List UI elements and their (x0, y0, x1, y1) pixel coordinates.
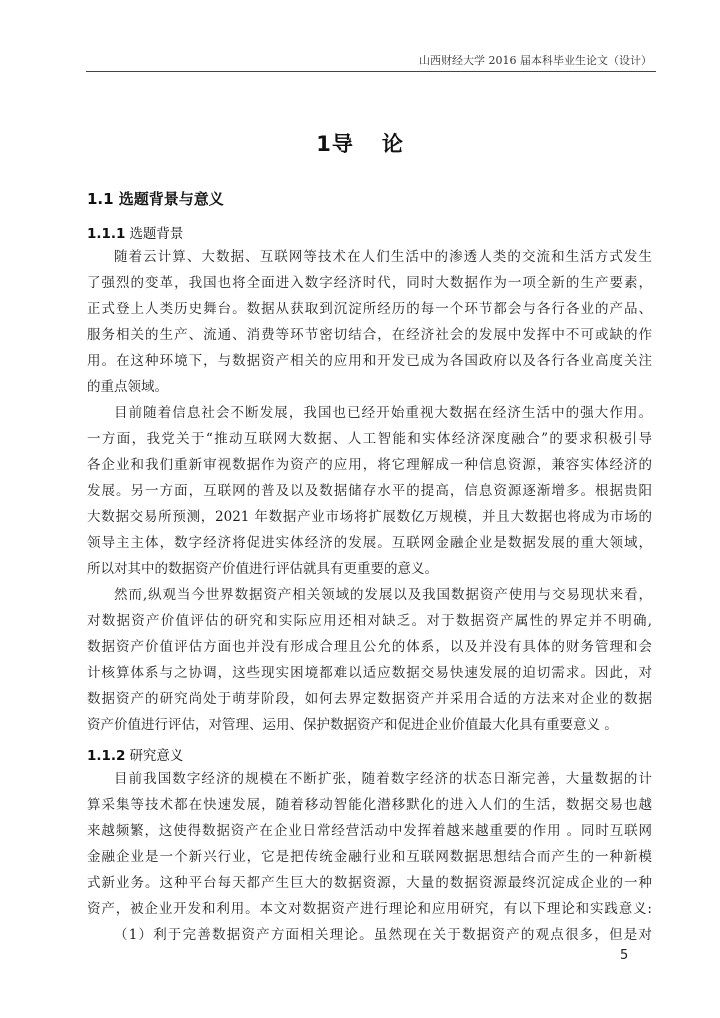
paragraph-line: 一方面，我党关于“推动互联网大数据、人工智能和实体经济深度融合”的要求积极引导 (87, 431, 652, 447)
subsection-title: 研究意义 (129, 748, 184, 764)
paragraph-line: 发展。另一方面，互联网的普及以及数据储存水平的提高，信息资源逐渐增多。根据贵阳 (87, 483, 652, 499)
running-header: 山西财经大学 2016 届本科毕业生论文（设计） (419, 54, 652, 67)
paragraph-line: 正式登上人类历史舞台。数据从获取到沉淀所经历的每一个环节都会与各行各业的产品、 (87, 301, 652, 317)
subsection-number: 1.1.2 (87, 748, 126, 764)
paragraph-line: 计核算体系与之协调，这些现实困境都难以适应数据交易快速发展的迫切需求。因此，对 (87, 665, 652, 681)
paragraph-line: 对数据资产价值评估的研究和实际应用还相对缺乏。对于数据资产属性的界定并不明确, (87, 613, 652, 629)
section-heading: 1.1 选题背景与意义 (87, 190, 224, 208)
chapter-title-part2: 论 (381, 132, 404, 156)
subsection-heading-background (87, 222, 183, 242)
paragraph-line: 所以对其中的数据资产价值进行评估就具有更重要的意义。 (87, 561, 438, 577)
paragraph-line: 算采集等技术都在快速发展，随着移动智能化潜移默化的进入人们的生活，数据交易也越 (87, 797, 652, 813)
paragraph-line: 用。在这种环境下，与数据资产相关的应用和开发已成为各国政府以及各行各业高度关注 (87, 353, 652, 369)
chapter-number: 1 (316, 132, 332, 156)
paragraph-line: （1）利于完善数据资产方面相关理论。虽然现在关于数据资产的观点很多，但是对 (114, 927, 652, 943)
header-divider (86, 71, 656, 72)
subsection-number: 1.1.1 (87, 226, 126, 242)
subsection-title: 选题背景 (129, 226, 184, 242)
paragraph-line: 随着云计算、大数据、互联网等技术在人们生活中的渗透人类的交流和生活方式发生 (114, 249, 652, 265)
paragraph-line: 的重点领域。 (87, 379, 168, 395)
paragraph-line: 资产价值进行评估，对管理、运用、保护数据资产和促进企业价值最大化具有重要意义 。 (87, 717, 618, 733)
subsection-heading-significance (87, 744, 183, 764)
paragraph-line: 目前随着信息社会不断发展，我国也已经开始重视大数据在经济生活中的强大作用。 (114, 405, 652, 421)
paragraph-line: 数据资产的研究尚处于萌芽阶段，如何去界定数据资产并采用合适的方法来对企业的数据 (87, 691, 652, 707)
paragraph-line: 然而,纵观当今世界数据资产相关领域的发展以及我国数据资产使用与交易现状来看， (114, 587, 652, 603)
paragraph-line: 来越频繁，这使得数据资产在企业日常经营活动中发挥着越来越重要的作用 。同时互联网 (87, 823, 652, 839)
paragraph-line: 服务相关的生产、流通、消费等环节密切结合，在经济社会的发展中发挥中不可或缺的作 (87, 327, 652, 343)
paragraph-line: 领导主主体，数字经济将促进实体经济的发展。互联网金融企业是数据发展的重大领域， (87, 535, 652, 551)
paragraph-line: 资产，被企业开发和利用。本文对数据资产进行理论和应用研究，有以下理论和实践意义: (87, 901, 652, 917)
paragraph-line: 了强烈的变革，我国也将全面进入数字经济时代，同时大数据作为一项全新的生产要素， (87, 275, 652, 291)
paragraph-line: 式新业务。这种平台每天都产生巨大的数据资源，大量的数据资源最终沉淀成企业的一种 (87, 875, 652, 891)
chapter-title (0, 128, 720, 158)
paragraph-line: 各企业和我们重新审视数据作为资产的应用，将它理解成一种信息资源，兼容实体经济的 (87, 457, 652, 473)
paragraph-line: 金融企业是一个新兴行业，它是把传统金融行业和互联网数据思想结合而产生的一种新模 (87, 849, 652, 865)
page-number: 5 (620, 948, 629, 963)
paragraph-line: 数据资产价值评估方面也并没有形成合理且公允的体系，以及并没有具体的财务管理和会 (87, 639, 652, 655)
paragraph-line: 大数据交易所预测，2021 年数据产业市场将扩展数亿万规模，并且大数据也将成为市场的 (87, 509, 652, 525)
chapter-title-part1: 导 (331, 132, 354, 156)
paragraph-line: 目前我国数字经济的规模在不断扩张，随着数字经济的状态日渐完善，大量数据的计 (114, 771, 652, 787)
